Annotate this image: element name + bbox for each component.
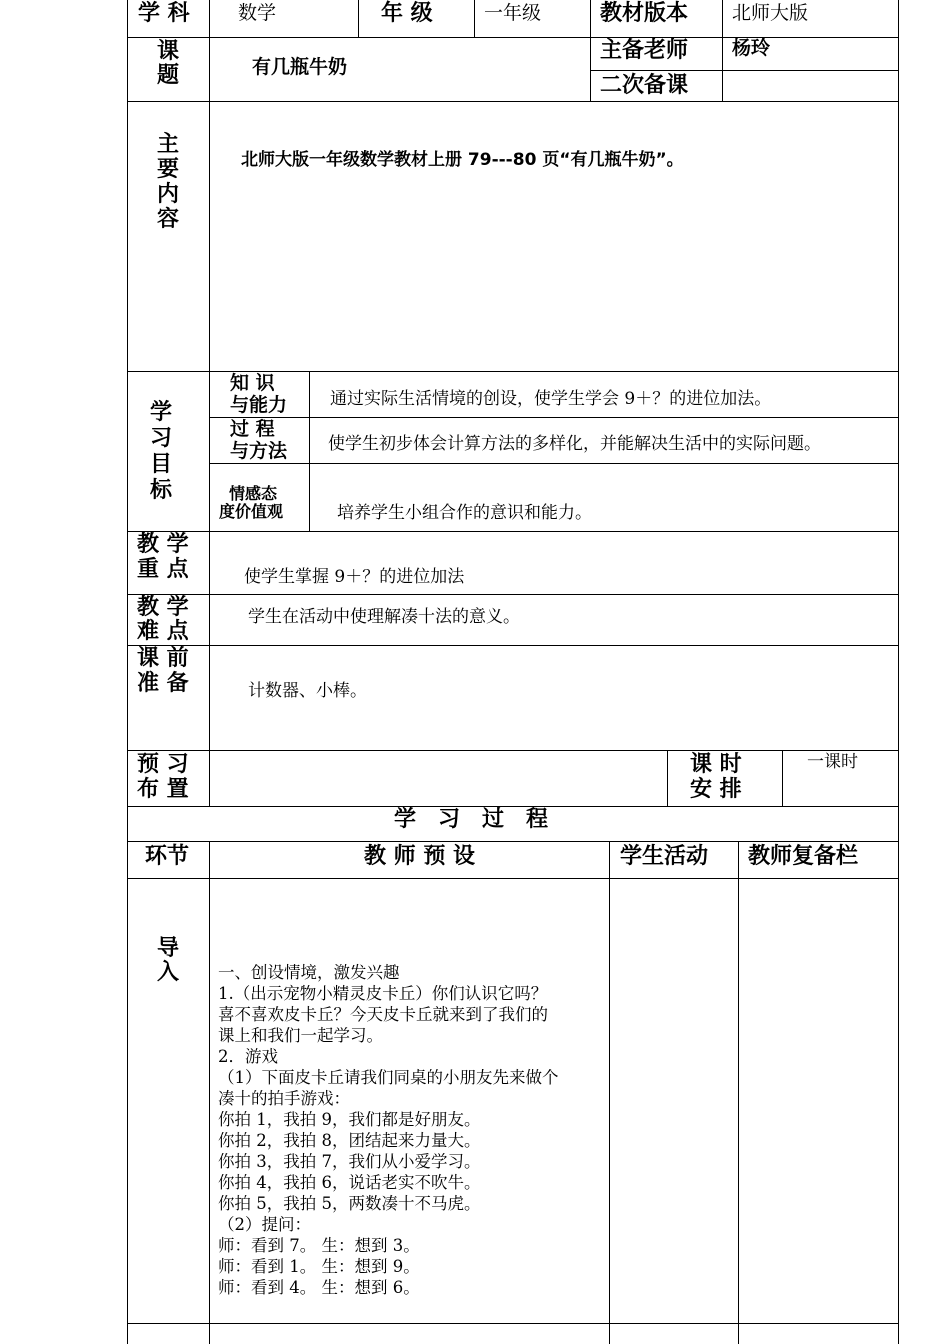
- lead-teacher-label: 主备老师: [600, 38, 689, 63]
- hours-label-2: 安 排: [690, 777, 742, 802]
- preparation-label-2: 准 备: [137, 671, 189, 696]
- col-teacher-header: 教 师 预 设: [364, 844, 475, 869]
- hours-value: 一课时: [807, 752, 858, 772]
- difficult-points-label-1: 教 学: [137, 595, 189, 620]
- lead-teacher-value: 杨玲: [732, 37, 771, 59]
- plan-line: 你拍 4，我拍 6，说话老实不吹牛。: [218, 1173, 481, 1192]
- grade-value: 一年级: [484, 2, 542, 24]
- teacher-plan-text: [218, 962, 608, 1298]
- plan-line: （2）提问：: [218, 1215, 311, 1234]
- key-points-label-2: 重 点: [137, 557, 189, 582]
- main-content-text: 北师大版一年级数学教材上册 79---80 页“有几瓶牛奶”。: [241, 150, 684, 170]
- plan-line: 师：看到 7。 生：想到 3。: [218, 1236, 420, 1255]
- grade-label: 年 级: [381, 1, 433, 26]
- main-content-label: 主要内容: [156, 132, 179, 232]
- objective-process-label-1: 过 程: [230, 418, 275, 440]
- topic-label: 课题: [156, 39, 179, 88]
- objective-knowledge-text: 通过实际生活情境的创设，使学生学会 9＋？的进位加法。: [330, 389, 772, 409]
- objective-knowledge-label-1: 知 识: [230, 372, 275, 394]
- objective-emotion-label-2: 度价值观: [219, 502, 284, 521]
- difficult-points-label-2: 难 点: [137, 619, 189, 644]
- objective-knowledge-label-2: 与能力: [230, 394, 288, 416]
- plan-line: 你拍 2，我拍 8，团结起来力量大。: [218, 1131, 481, 1150]
- key-points-text: 使学生掌握 9＋？的进位加法: [244, 567, 465, 587]
- stage-intro-label: 导入: [156, 936, 179, 985]
- plan-line: （1）下面皮卡丘请我们同桌的小朋友先来做个: [218, 1068, 559, 1087]
- plan-line: 师：看到 1。 生：想到 9。: [218, 1257, 420, 1276]
- preview-label-2: 布 置: [137, 777, 189, 802]
- objective-emotion-label-1: 情感态: [229, 484, 278, 503]
- objectives-label: 学习目标: [149, 400, 172, 503]
- plan-line: 2．游戏: [218, 1047, 278, 1066]
- preparation-text: 计数器、小棒。: [248, 681, 367, 701]
- col-student-header: 学生活动: [620, 844, 709, 869]
- plan-line: 1.（出示宠物小精灵皮卡丘）你们认识它吗？: [218, 984, 548, 1003]
- plan-line: 课上和我们一起学习。: [218, 1026, 383, 1045]
- col-review-header: 教师复备栏: [748, 844, 859, 869]
- edition-label: 教材版本: [600, 1, 689, 26]
- key-points-label-1: 教 学: [137, 532, 189, 557]
- objective-process-label-2: 与方法: [230, 440, 288, 462]
- subject-label: 学 科: [138, 1, 190, 26]
- plan-line: 凑十的拍手游戏：: [218, 1089, 350, 1108]
- objective-emotion-text: 培养学生小组合作的意识和能力。: [337, 503, 592, 523]
- process-title: 学 习 过 程: [394, 807, 549, 832]
- second-prep-label: 二次备课: [600, 73, 689, 98]
- edition-value: 北师大版: [732, 2, 809, 24]
- preview-label-1: 预 习: [137, 752, 189, 777]
- difficult-points-text: 学生在活动中使理解凑十法的意义。: [248, 607, 520, 627]
- col-stage-header: 环节: [145, 844, 190, 869]
- topic-value: 有几瓶牛奶: [252, 56, 348, 78]
- plan-line: 你拍 1，我拍 9，我们都是好朋友。: [218, 1110, 481, 1129]
- plan-line: 师：看到 4。 生：想到 6。: [218, 1278, 420, 1297]
- hours-label-1: 课 时: [690, 752, 742, 777]
- plan-line: 你拍 5，我拍 5，两数凑十不马虎。: [218, 1194, 481, 1213]
- preparation-label-1: 课 前: [137, 646, 189, 671]
- objective-process-text: 使学生初步体会计算方法的多样化，并能解决生活中的实际问题。: [328, 434, 821, 454]
- plan-line: 喜不喜欢皮卡丘？今天皮卡丘就来到了我们的: [218, 1005, 548, 1024]
- plan-line: 你拍 3，我拍 7，我们从小爱学习。: [218, 1152, 481, 1171]
- subject-value: 数学: [238, 2, 277, 24]
- plan-line: 一、创设情境，激发兴趣: [218, 963, 400, 982]
